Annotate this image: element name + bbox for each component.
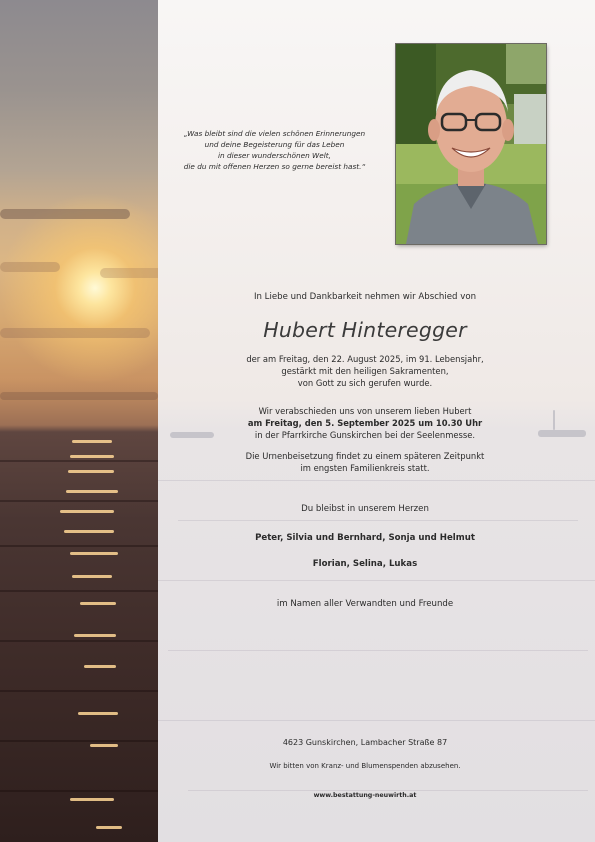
water-wave bbox=[0, 500, 158, 502]
farewell-location: in der Pfarrkirche Gunskirchen bei der Seelenmesse. bbox=[254, 430, 476, 440]
water-ripple bbox=[158, 580, 595, 581]
boat-mast bbox=[553, 410, 555, 430]
detail-line: gestärkt mit den heiligen Sakramenten, bbox=[281, 366, 449, 376]
death-details bbox=[210, 353, 520, 389]
water-wave bbox=[0, 590, 158, 592]
cloud-band bbox=[0, 209, 130, 219]
water-wave bbox=[0, 740, 158, 742]
urn-burial-note bbox=[210, 450, 520, 474]
water-glint bbox=[70, 552, 118, 555]
farewell-line: Wir verabschieden uns von unserem lieben Hubert bbox=[258, 406, 472, 416]
memorial-quote bbox=[162, 128, 387, 172]
detail-line: der am Freitag, den 22. August 2025, im 91. Lebensjahr, bbox=[246, 354, 484, 364]
cloud-band bbox=[0, 392, 158, 400]
boat-silhouette bbox=[538, 430, 586, 437]
water-ripple bbox=[188, 790, 588, 791]
quote-line: und deine Begeisterung für das Leben bbox=[204, 140, 345, 149]
urn-line: im engsten Familienkreis statt. bbox=[300, 463, 430, 473]
quote-line: in dieser wunderschönen Welt, bbox=[218, 151, 331, 160]
farewell-details bbox=[210, 405, 520, 441]
water-wave bbox=[0, 640, 158, 642]
detail-line: von Gott zu sich gerufen wurde. bbox=[297, 378, 433, 388]
grandchildren-names: Florian, Selina, Lukas bbox=[312, 559, 418, 569]
water-glint bbox=[66, 490, 118, 493]
website-link[interactable]: www.bestattung-neuwirth.at bbox=[313, 792, 417, 799]
cloud-band bbox=[0, 262, 60, 272]
address: 4623 Gunskirchen, Lambacher Straße 87 bbox=[282, 738, 448, 747]
water-ripple bbox=[168, 650, 588, 651]
cloud-band bbox=[0, 328, 150, 338]
relatives-line: im Namen aller Verwandten und Freunde bbox=[276, 599, 454, 609]
water-ripple bbox=[158, 480, 595, 481]
water-glint bbox=[80, 602, 116, 605]
water-glint bbox=[68, 470, 114, 473]
water-glint bbox=[74, 634, 116, 637]
water-glint bbox=[70, 798, 114, 801]
water-glint bbox=[60, 510, 114, 513]
boat-silhouette bbox=[170, 432, 214, 438]
family-names: Peter, Silvia und Bernhard, Sonja und Helmut bbox=[255, 533, 475, 543]
sunset-background bbox=[0, 0, 158, 842]
deceased-name: Hubert Hinteregger bbox=[263, 318, 467, 342]
quote-line: die du mit offenen Herzen so gerne bereist hast.“ bbox=[183, 162, 366, 171]
water-wave bbox=[0, 790, 158, 792]
portrait-illustration bbox=[396, 44, 546, 244]
intro-text: In Liebe und Dankbarkeit nehmen wir Abschied von bbox=[253, 292, 477, 302]
water-glint bbox=[72, 440, 112, 443]
water-glint bbox=[90, 744, 118, 747]
portrait-photo bbox=[396, 44, 546, 244]
water-wave bbox=[0, 545, 158, 547]
water-wave bbox=[0, 460, 158, 462]
quote-line: „Was bleibt sind die vielen schönen Erinnerungen bbox=[183, 129, 366, 138]
water-glint bbox=[70, 455, 114, 458]
water-glint bbox=[64, 530, 114, 533]
water-ripple bbox=[178, 520, 578, 521]
water-wave bbox=[0, 690, 158, 692]
water-glint bbox=[72, 575, 112, 578]
water-ripple bbox=[158, 720, 595, 721]
urn-line: Die Urnenbeisetzung findet zu einem späteren Zeitpunkt bbox=[245, 451, 485, 461]
water-glint bbox=[78, 712, 118, 715]
water-glint bbox=[96, 826, 122, 829]
water-glint bbox=[84, 665, 116, 668]
flowers-note: Wir bitten von Kranz- und Blumenspenden abzusehen. bbox=[269, 762, 461, 770]
heart-line: Du bleibst in unserem Herzen bbox=[301, 504, 429, 514]
farewell-date: am Freitag, den 5. September 2025 um 10.30 Uhr bbox=[247, 418, 483, 428]
